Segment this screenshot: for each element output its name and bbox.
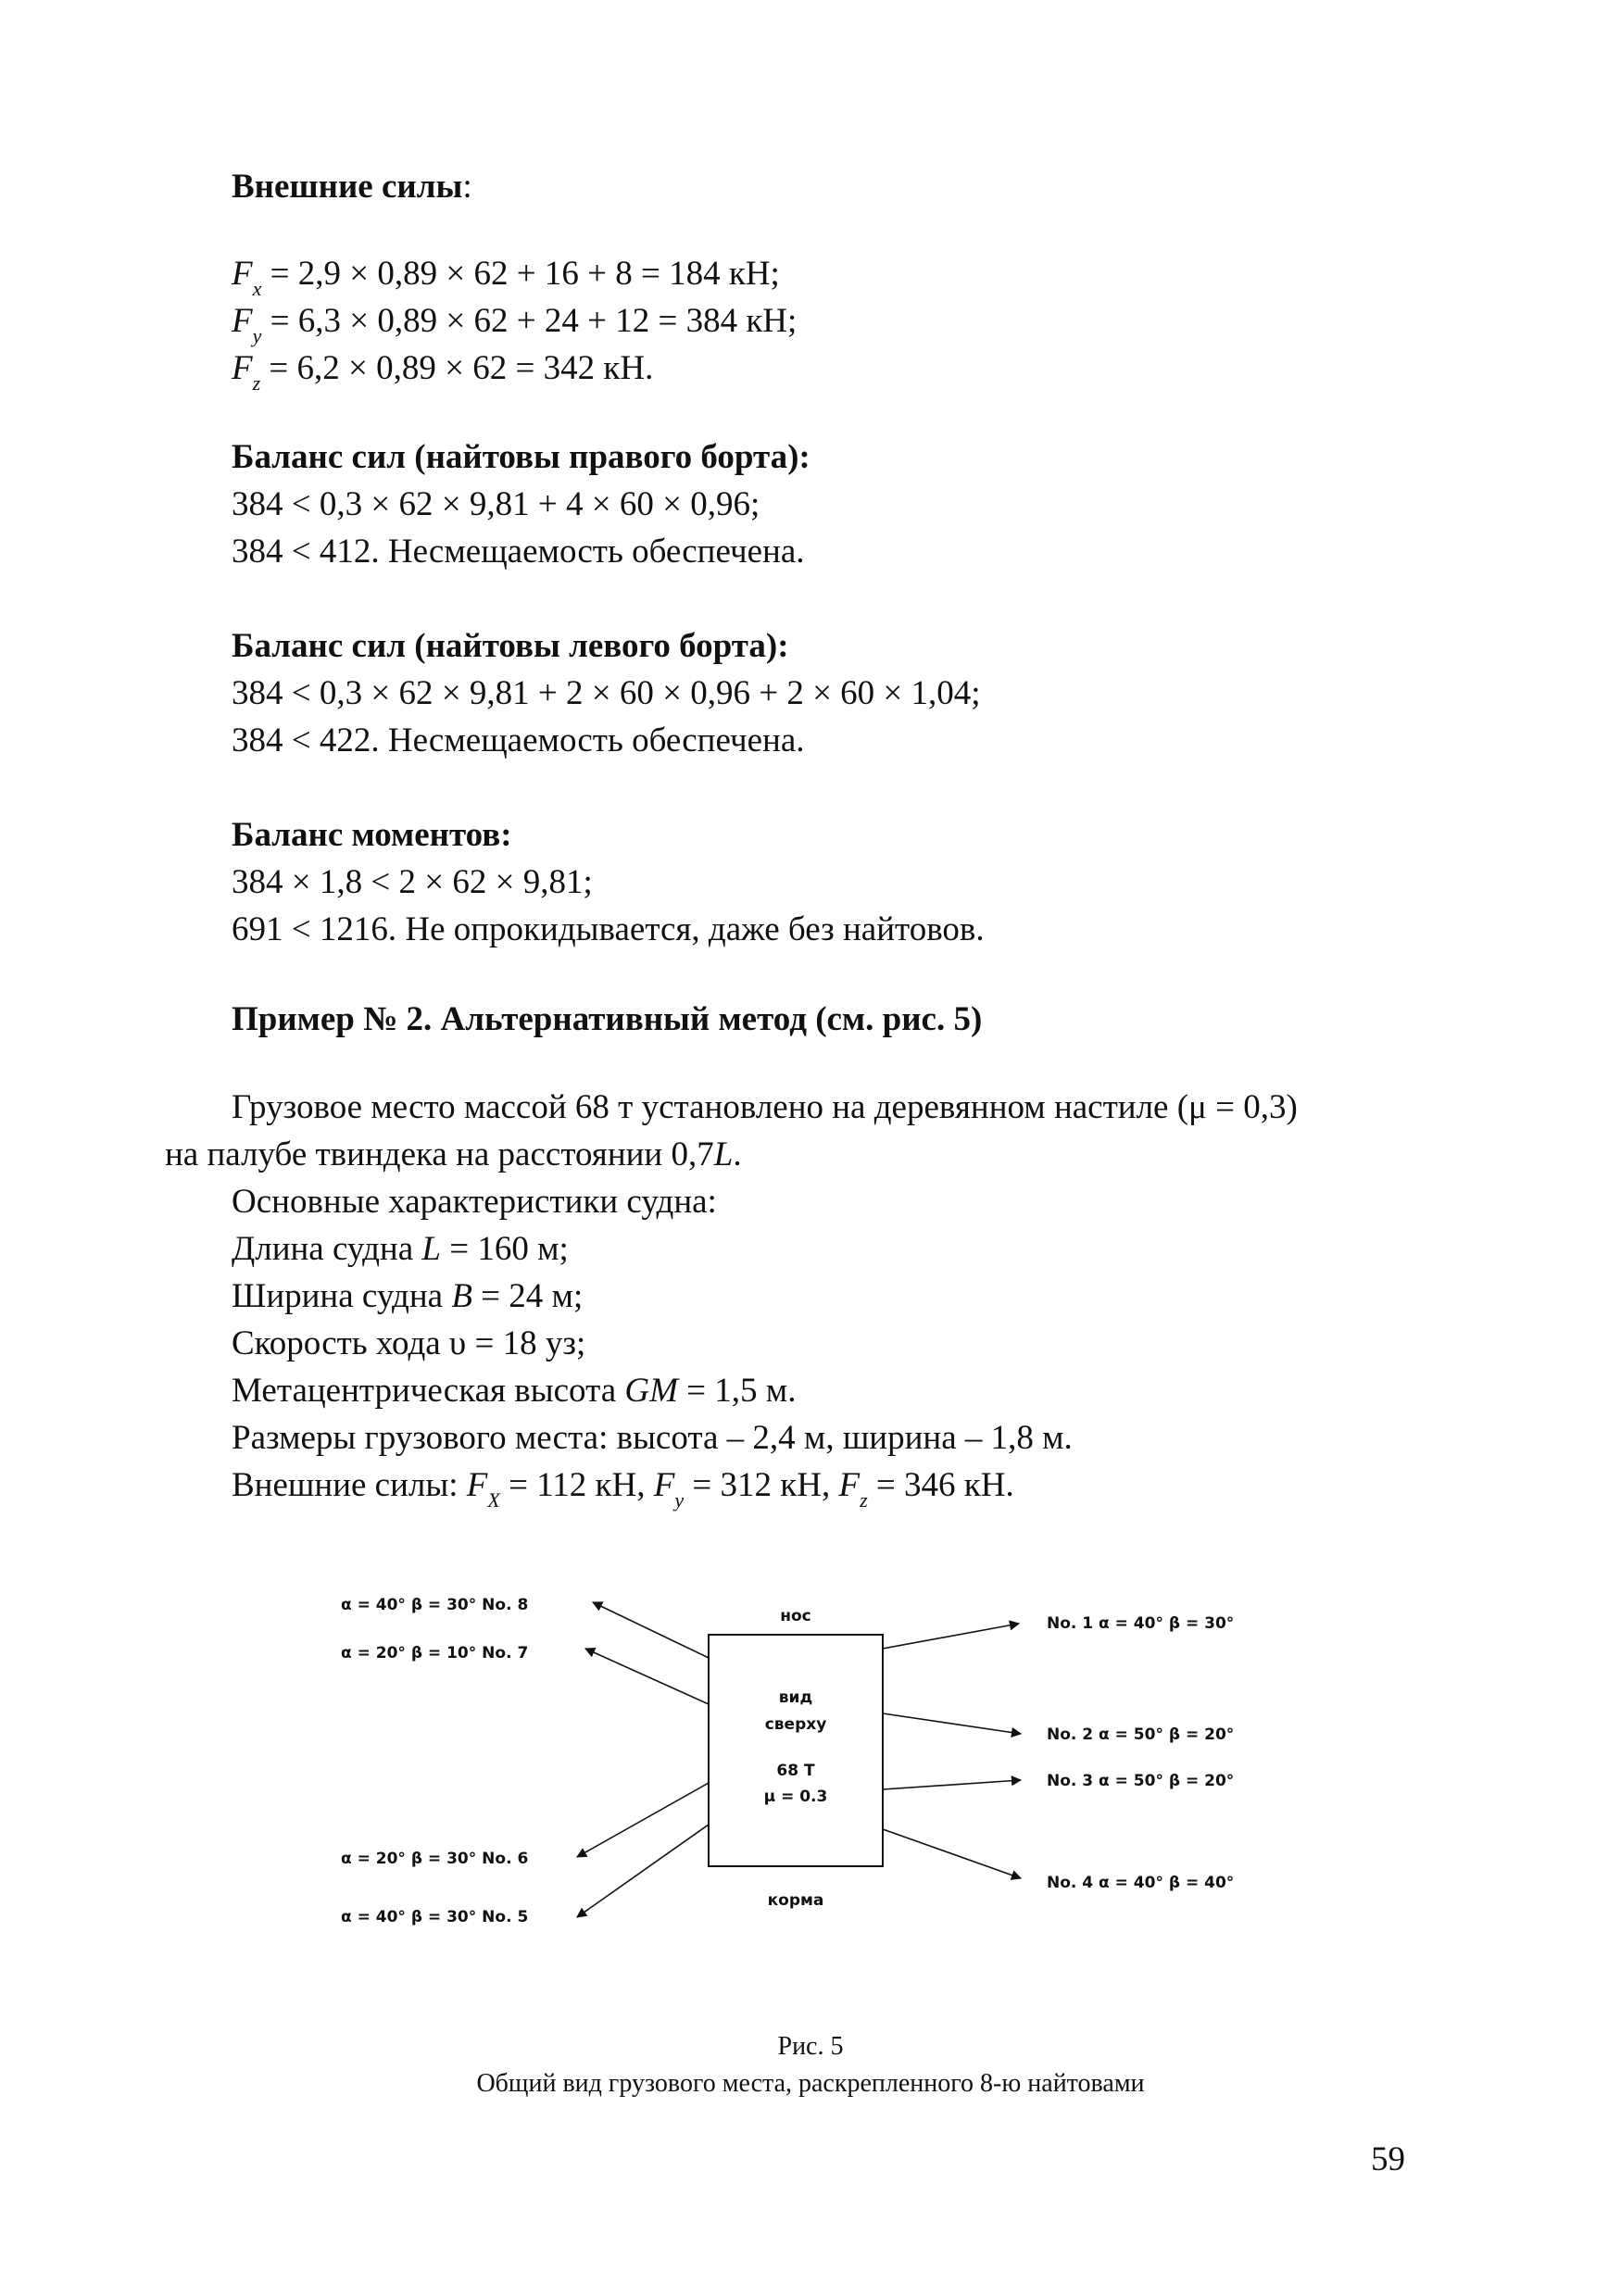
lashing-label-6: α = 20° β = 30° No. 6 bbox=[341, 1850, 529, 1868]
spec-gm: Метацентрическая высота GM = 1,5 м. bbox=[232, 1372, 797, 1410]
lashing-label-3: No. 3 α = 50° β = 20° bbox=[1047, 1772, 1235, 1790]
lashing-label-5: α = 40° β = 30° No. 5 bbox=[341, 1908, 529, 1926]
lashing-diagram-svg bbox=[315, 1575, 1315, 2001]
balance-port-line1: 384 < 0,3 × 62 × 9,81 + 2 × 60 × 0,96 + 2 × 60 × 1,04; bbox=[232, 674, 981, 712]
lashing-line-2 bbox=[883, 1713, 1021, 1734]
bow-label: нос bbox=[780, 1607, 811, 1625]
formula-fz: $F_z = 6,2 \times 0,89 \times 62 = 342$ кН. bbox=[232, 349, 654, 395]
spec-dimensions: Размеры грузового места: высота – 2,4 м, ширина – 1,8 м. bbox=[232, 1419, 1073, 1457]
moments-section bbox=[232, 811, 985, 953]
lashing-label-4: No. 4 α = 40° β = 40° bbox=[1047, 1874, 1235, 1892]
balance-port-heading: Баланс сил (найтовы левого борта): bbox=[232, 627, 789, 665]
page-number: 59 bbox=[1371, 2140, 1405, 2178]
balance-port-line2: 384 < 422. Несмещаемость обеспечена. bbox=[232, 721, 805, 759]
box-label-mass: 68 Т bbox=[776, 1762, 815, 1780]
lashing-line-8 bbox=[593, 1602, 709, 1658]
spec-external-forces: Внешние силы: $F_X = 112$ кН, $F_y = 312$ кН, $F_z = 346$ кН. bbox=[232, 1466, 1014, 1512]
balance-starboard-section bbox=[232, 433, 810, 575]
box-label-top: сверху bbox=[764, 1715, 827, 1734]
force-formulas bbox=[232, 250, 798, 395]
box-label-friction: μ = 0.3 bbox=[763, 1788, 828, 1806]
box-label-view: вид bbox=[778, 1688, 813, 1707]
lashing-line-1 bbox=[883, 1624, 1019, 1649]
spec-speed: Скорость хода υ = 18 уз; bbox=[232, 1324, 586, 1362]
external-forces-heading: Внешние силы: bbox=[232, 168, 472, 206]
balance-starboard-line2: 384 < 412. Несмещаемость обеспечена. bbox=[232, 533, 805, 571]
specs-title: Основные характеристики судна: bbox=[232, 1183, 717, 1221]
lashing-line-4 bbox=[883, 1829, 1021, 1878]
example2-heading: Пример № 2. Альтернативный метод (см. рис. 5) bbox=[232, 1000, 983, 1038]
formula-fy: $F_y = 6,3 \times 0,89 \times 62 + 24 + 12 = 384$ кН; bbox=[232, 302, 798, 347]
formula-fx: $F_x = 2,9 \times 0,89 \times 62 + 16 + 8 = 184$ кН; bbox=[232, 255, 780, 300]
external-forces-section bbox=[232, 163, 472, 210]
figure-caption-label: Рис. 5 bbox=[777, 2032, 844, 2061]
lashing-line-3 bbox=[883, 1780, 1021, 1789]
lashing-label-7: α = 20° β = 10° No. 7 bbox=[341, 1644, 529, 1662]
cargo-box bbox=[709, 1635, 883, 1866]
lashing-line-7 bbox=[585, 1649, 709, 1704]
figure-caption-text: Общий вид грузового места, раскрепленного 8-ю найтовами bbox=[476, 2069, 1145, 2098]
lashing-label-8: α = 40° β = 30° No. 8 bbox=[341, 1596, 529, 1614]
balance-starboard-heading: Баланс сил (найтовы правого борта): bbox=[232, 438, 810, 476]
lashing-label-2: No. 2 α = 50° β = 20° bbox=[1047, 1725, 1235, 1744]
stern-label: корма bbox=[767, 1891, 824, 1910]
lashing-line-5 bbox=[577, 1825, 709, 1917]
lashing-diagram bbox=[315, 1575, 1315, 2001]
example2-paragraph-line1: Грузовое место массой 68 т установлено на деревянном настиле (μ = 0,3) bbox=[232, 1088, 1298, 1126]
example2-heading-block bbox=[232, 996, 982, 1043]
balance-starboard-line1: 384 < 0,3 × 62 × 9,81 + 4 × 60 × 0,96; bbox=[232, 485, 760, 523]
example2-paragraph-line2: на палубе твиндека на расстоянии 0,7L. bbox=[165, 1135, 742, 1173]
lashing-line-6 bbox=[577, 1783, 709, 1857]
moments-heading: Баланс моментов: bbox=[232, 816, 512, 854]
lashing-label-1: No. 1 α = 40° β = 30° bbox=[1047, 1614, 1235, 1633]
spec-width: Ширина судна B = 24 м; bbox=[232, 1277, 584, 1315]
moments-line2: 691 < 1216. Не опрокидывается, даже без найтовов. bbox=[232, 910, 985, 948]
ship-specs bbox=[232, 1178, 1073, 1512]
spec-length: Длина судна L = 160 м; bbox=[232, 1230, 569, 1268]
balance-port-section bbox=[232, 622, 981, 764]
moments-line1: 384 × 1,8 < 2 × 62 × 9,81; bbox=[232, 863, 593, 901]
